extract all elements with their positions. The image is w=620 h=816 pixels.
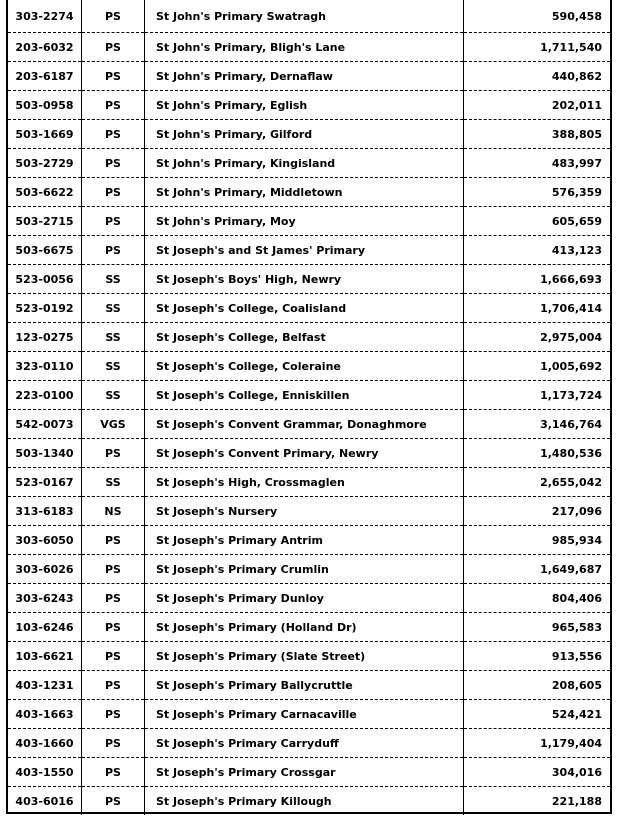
- table-row: [8, 439, 610, 468]
- school-code-cell: 303-6026: [8, 555, 82, 584]
- school-type-cell: NS: [82, 497, 145, 526]
- table-row: [8, 0, 610, 33]
- school-type-cell: SS: [82, 294, 145, 323]
- school-name-cell: St John's Primary, Bligh's Lane: [145, 33, 464, 62]
- school-type-cell: PS: [82, 0, 145, 33]
- school-code-cell: 123-0275: [8, 323, 82, 352]
- school-type-cell: VGS: [82, 410, 145, 439]
- school-type-cell: PS: [82, 700, 145, 729]
- school-type-cell: PS: [82, 439, 145, 468]
- amount-cell: 985,934: [464, 526, 611, 555]
- amount-cell: 1,480,536: [464, 439, 611, 468]
- table-row: [8, 323, 610, 352]
- table-row: [8, 91, 610, 120]
- school-type-cell: PS: [82, 236, 145, 265]
- amount-cell: 3,146,764: [464, 410, 611, 439]
- amount-cell: 221,188: [464, 787, 611, 816]
- school-code-cell: 503-1669: [8, 120, 82, 149]
- school-code-cell: 523-0056: [8, 265, 82, 294]
- table-row: [8, 410, 610, 439]
- school-name-cell: St Joseph's Primary Carnacaville: [145, 700, 464, 729]
- school-code-cell: 303-2274: [15, 9, 74, 23]
- school-type-cell: PS: [82, 33, 145, 62]
- amount-cell: 804,406: [464, 584, 611, 613]
- school-code-cell: 323-0110: [8, 352, 82, 381]
- amount-cell: 388,805: [464, 120, 611, 149]
- school-type-cell: SS: [82, 468, 145, 497]
- table-row: [8, 671, 610, 700]
- amount-cell: 1,179,404: [464, 729, 611, 758]
- school-name-cell: St Joseph's College, Enniskillen: [145, 381, 464, 410]
- amount-cell: 590,458: [464, 0, 611, 33]
- school-code-cell: 103-6621: [8, 642, 82, 671]
- school-name-cell: St Joseph's College, Belfast: [145, 323, 464, 352]
- amount-cell: 1,706,414: [464, 294, 611, 323]
- amount-cell: 1,005,692: [464, 352, 611, 381]
- table-row: [8, 729, 610, 758]
- school-name-cell: St Joseph's Primary (Holland Dr): [145, 613, 464, 642]
- school-code-cell: 503-6675: [8, 236, 82, 265]
- school-type-cell: PS: [82, 62, 145, 91]
- school-name-cell: St Joseph's Convent Primary, Newry: [145, 439, 464, 468]
- school-type-cell: PS: [82, 729, 145, 758]
- school-type-cell: SS: [82, 381, 145, 410]
- amount-cell: 483,997: [464, 149, 611, 178]
- table-row: [8, 642, 610, 671]
- amount-cell: 1,666,693: [464, 265, 611, 294]
- school-type-cell: PS: [82, 555, 145, 584]
- table-row: [8, 758, 610, 787]
- school-name-cell: St Joseph's Primary Antrim: [145, 526, 464, 555]
- amount-cell: 576,359: [464, 178, 611, 207]
- school-code-cell: 403-1231: [8, 671, 82, 700]
- school-type-cell: PS: [82, 671, 145, 700]
- table-row: [8, 613, 610, 642]
- school-code-cell: 203-6187: [8, 62, 82, 91]
- school-code-cell: 542-0073: [8, 410, 82, 439]
- table-row: [8, 265, 610, 294]
- table-row: [8, 555, 610, 584]
- table-row: [8, 149, 610, 178]
- school-code-cell: 503-0958: [8, 91, 82, 120]
- school-funding-table-page: [6, 0, 612, 814]
- school-type-cell: SS: [82, 265, 145, 294]
- school-code-cell: 103-6246: [8, 613, 82, 642]
- school-type-cell: PS: [82, 758, 145, 787]
- school-type-cell: PS: [82, 787, 145, 816]
- school-name-cell: St Joseph's Primary (Slate Street): [145, 642, 464, 671]
- school-code-cell: 503-2729: [8, 149, 82, 178]
- school-code-cell: 503-1340: [8, 439, 82, 468]
- school-type-cell: PS: [82, 207, 145, 236]
- amount-cell: 1,173,724: [464, 381, 611, 410]
- amount-cell: 2,975,004: [464, 323, 611, 352]
- school-type-cell: PS: [82, 642, 145, 671]
- table-row: [8, 468, 610, 497]
- school-name-cell: St John's Primary, Dernaflaw: [145, 62, 464, 91]
- school-name-cell: St John's Primary, Gilford: [145, 120, 464, 149]
- amount-cell: 217,096: [464, 497, 611, 526]
- table-row: [8, 178, 610, 207]
- amount-cell: 605,659: [464, 207, 611, 236]
- school-code-cell: 523-0167: [8, 468, 82, 497]
- school-type-cell: PS: [82, 584, 145, 613]
- school-code-cell: 303-6050: [8, 526, 82, 555]
- table-row: [8, 526, 610, 555]
- school-name-cell: St Joseph's Nursery: [145, 497, 464, 526]
- school-code-cell: 313-6183: [8, 497, 82, 526]
- table-body: [8, 0, 610, 815]
- table-row: [8, 207, 610, 236]
- amount-cell: 1,649,687: [464, 555, 611, 584]
- school-name-cell: St Joseph's Primary Crossgar: [145, 758, 464, 787]
- school-type-cell: PS: [82, 91, 145, 120]
- table-row: [8, 294, 610, 323]
- school-code-cell: 503-2715: [8, 207, 82, 236]
- school-name-cell: St Joseph's College, Coalisland: [145, 294, 464, 323]
- school-name-cell: St Joseph's Convent Grammar, Donaghmore: [145, 410, 464, 439]
- school-type-cell: PS: [82, 120, 145, 149]
- table-row: [8, 352, 610, 381]
- amount-cell: 208,605: [464, 671, 611, 700]
- amount-cell: 2,655,042: [464, 468, 611, 497]
- school-type-cell: PS: [82, 613, 145, 642]
- school-name-cell: St Joseph's Primary Dunloy: [145, 584, 464, 613]
- school-code-cell: 403-1550: [8, 758, 82, 787]
- amount-cell: 965,583: [464, 613, 611, 642]
- school-name-cell: St Joseph's Primary Carryduff: [145, 729, 464, 758]
- table-row: [8, 584, 610, 613]
- school-type-cell: PS: [82, 149, 145, 178]
- school-name-cell: St Joseph's College, Coleraine: [145, 352, 464, 381]
- school-funding-table: [8, 0, 610, 815]
- school-code-cell: 403-1660: [8, 729, 82, 758]
- school-code-cell: 203-6032: [8, 33, 82, 62]
- school-name-cell: St John's Primary, Middletown: [145, 178, 464, 207]
- table-row: [8, 33, 610, 62]
- school-name-cell: St Joseph's Primary Ballycruttle: [145, 671, 464, 700]
- school-code-cell: 303-6243: [8, 584, 82, 613]
- table-row: [8, 62, 610, 91]
- school-code-cell: 503-6622: [8, 178, 82, 207]
- table-row: [8, 236, 610, 265]
- amount-cell: 413,123: [464, 236, 611, 265]
- amount-cell: 913,556: [464, 642, 611, 671]
- school-type-cell: PS: [82, 526, 145, 555]
- school-name-cell: St John's Primary Swatragh: [145, 0, 464, 33]
- school-code-cell: 403-1663: [8, 700, 82, 729]
- table-row: [8, 787, 610, 816]
- table-row: [8, 497, 610, 526]
- school-name-cell: St John's Primary, Eglish: [145, 91, 464, 120]
- school-name-cell: St Joseph's High, Crossmaglen: [145, 468, 464, 497]
- amount-cell: 304,016: [464, 758, 611, 787]
- amount-cell: 524,421: [464, 700, 611, 729]
- school-name-cell: St Joseph's Primary Crumlin: [145, 555, 464, 584]
- school-name-cell: St Joseph's Boys' High, Newry: [145, 265, 464, 294]
- amount-cell: 440,862: [464, 62, 611, 91]
- table-row: [8, 381, 610, 410]
- school-name-cell: St Joseph's and St James' Primary: [145, 236, 464, 265]
- school-type-cell: PS: [82, 178, 145, 207]
- amount-cell: 202,011: [464, 91, 611, 120]
- school-name-cell: St John's Primary, Kingisland: [145, 149, 464, 178]
- school-name-cell: St Joseph's Primary Killough: [145, 787, 464, 816]
- table-row: [8, 700, 610, 729]
- school-code-cell: 223-0100: [8, 381, 82, 410]
- amount-cell: 1,711,540: [464, 33, 611, 62]
- school-code-cell: 523-0192: [8, 294, 82, 323]
- school-code-cell: 403-6016: [8, 787, 82, 816]
- school-name-cell: St John's Primary, Moy: [145, 207, 464, 236]
- school-type-cell: SS: [82, 352, 145, 381]
- school-type-cell: SS: [82, 323, 145, 352]
- table-row: [8, 120, 610, 149]
